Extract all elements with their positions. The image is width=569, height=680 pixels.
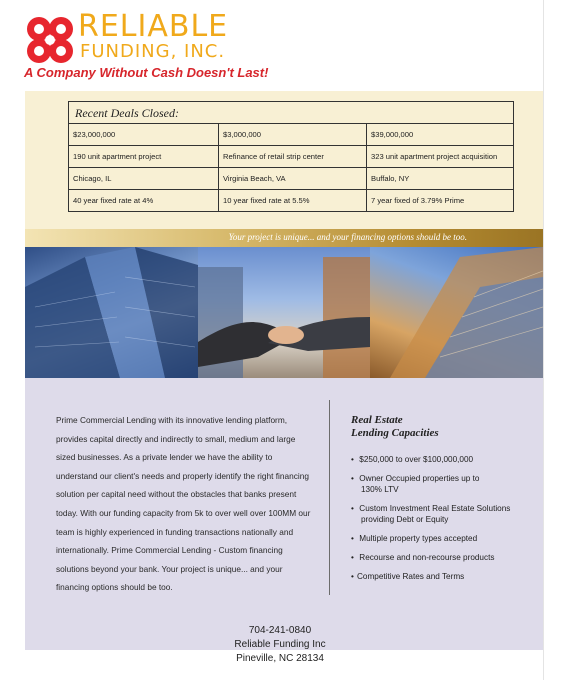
- table-cell: 190 unit apartment project: [69, 146, 219, 168]
- list-item-continuation: 130% LTV: [361, 485, 399, 494]
- list-item: [351, 503, 536, 525]
- contact-company: Reliable Funding Inc: [234, 639, 326, 650]
- bullet-icon: •: [351, 455, 354, 464]
- capacities-list: [351, 454, 536, 590]
- table-cell: $23,000,000: [69, 124, 219, 146]
- tagline: A Company Without Cash Doesn't Last!: [24, 65, 269, 80]
- list-item: [351, 571, 536, 582]
- contact-phone: 704-241-0840: [248, 625, 312, 636]
- list-item: [351, 552, 536, 563]
- list-item: [351, 473, 536, 495]
- list-item-text: Custom Investment Real Estate Solutions: [359, 504, 511, 513]
- table-cell: 40 year fixed rate at 4%: [69, 190, 219, 212]
- handshake-photo: [198, 247, 370, 378]
- capacities-title-line: Real Estate: [351, 414, 403, 426]
- contact-block: [200, 624, 360, 666]
- brand-subname: FUNDING, INC.: [80, 41, 226, 62]
- bullet-icon: •: [351, 534, 354, 543]
- capacities-title: [351, 414, 501, 440]
- photo-strip: [25, 247, 543, 378]
- table-row: [69, 146, 514, 168]
- list-item-continuation: providing Debt or Equity: [361, 515, 449, 524]
- table-row: [69, 124, 514, 146]
- banner-slogan: Your project is unique... and your financing options should be too.: [228, 232, 467, 242]
- bullet-icon: •: [351, 504, 354, 513]
- table-cell: Chicago, IL: [69, 168, 219, 190]
- glass-tower-photo: [370, 247, 543, 378]
- list-item-text: Owner Occupied properties up to: [359, 474, 480, 483]
- table-cell: 10 year fixed rate at 5.5%: [219, 190, 367, 212]
- list-item: [351, 454, 536, 465]
- list-item-text: $250,000 to over $100,000,000: [359, 455, 474, 464]
- list-item-text: Multiple property types accepted: [359, 534, 478, 543]
- table-cell: Virginia Beach, VA: [219, 168, 367, 190]
- bullet-icon: •: [351, 553, 354, 562]
- table-cell: 323 unit apartment project acquisition: [367, 146, 514, 168]
- deals-table-title: Recent Deals Closed:: [69, 102, 514, 124]
- company-description: Prime Commercial Lending with its innovative lending platform, provides capital directly and indirectly to small, medium and large sized businesses. As a private lender we have the ability to understand our client's needs and properly identify the right financing solution per capital need without the obstacles that banks present today. With our funding capacity from 5k to over well over 100MM our team is highly experienced in funding transactions nationally and internationally. Prime Commercial Lending - Custom financing solutions beyond your bank. Your project is unique... and your financing options should be too.: [56, 415, 311, 593]
- table-cell: Buffalo, NY: [367, 168, 514, 190]
- clover-logo-icon: [24, 14, 76, 66]
- contact-address: Pineville, NC 28134: [236, 653, 324, 664]
- column-divider: [329, 400, 330, 595]
- table-cell: $39,000,000: [367, 124, 514, 146]
- table-row: [69, 168, 514, 190]
- list-item-text: Competitive Rates and Terms: [357, 572, 465, 581]
- table-cell: $3,000,000: [219, 124, 367, 146]
- table-row: [69, 190, 514, 212]
- brand-name: RELIABLE: [78, 9, 229, 44]
- recent-deals-table: [68, 101, 514, 212]
- table-cell: Refinance of retail strip center: [219, 146, 367, 168]
- list-item: [351, 533, 536, 544]
- gold-banner: [25, 229, 543, 247]
- capacities-title-line: Lending Capacities: [351, 427, 439, 439]
- table-cell: 7 year fixed of 3.79% Prime: [367, 190, 514, 212]
- page-edge: [543, 0, 544, 680]
- skyscraper-photo: [25, 247, 198, 378]
- list-item-text: Recourse and non-recourse products: [359, 553, 495, 562]
- bullet-icon: •: [351, 474, 354, 483]
- bullet-icon: •: [351, 572, 354, 581]
